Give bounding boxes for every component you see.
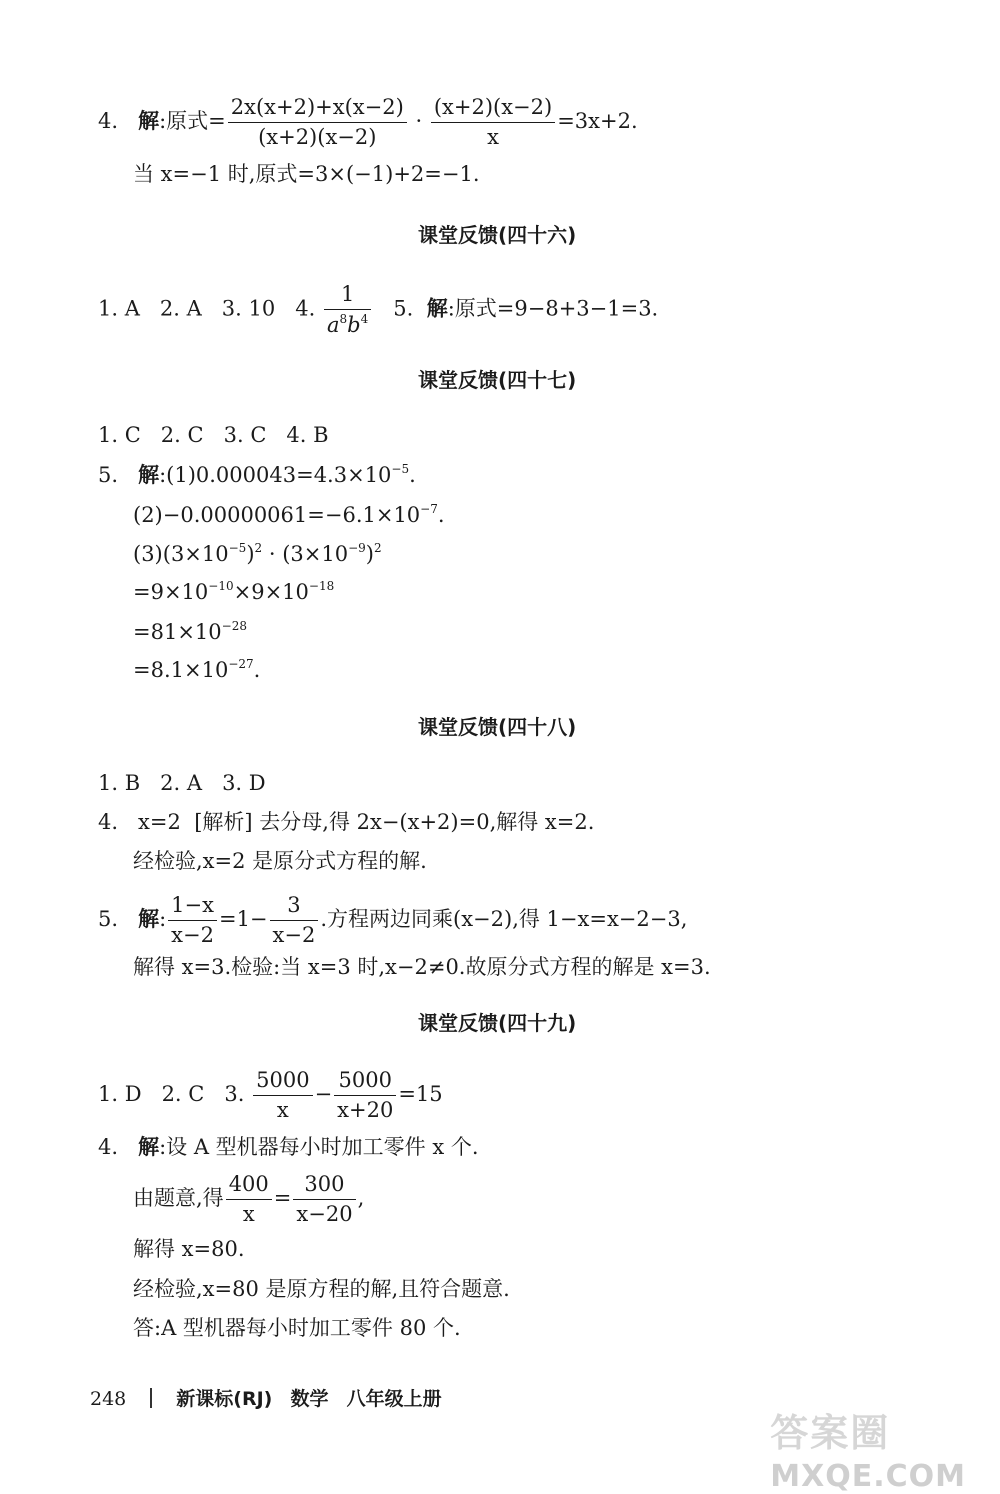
fraction	[168, 893, 217, 948]
q-number: 4.	[98, 109, 119, 134]
exponent: −10	[208, 579, 234, 593]
step-end: .	[253, 658, 261, 682]
sec49-q4-line2	[133, 1172, 364, 1227]
exponent: −18	[308, 579, 335, 593]
equals-sign: =	[273, 1186, 292, 1211]
sec48-q4-line2: 经检验,x=2 是原分式方程的解.	[133, 849, 427, 873]
answers-1-3: 1. D 2. C 3.	[98, 1082, 245, 1107]
numerator: 1−x	[168, 893, 217, 921]
minus-sign: −	[314, 1082, 333, 1107]
exponent: 8	[339, 312, 348, 327]
numerator: 1	[324, 282, 371, 310]
sec49-q4-line3: 解得 x=80.	[133, 1237, 245, 1261]
numerator: 300	[293, 1172, 355, 1200]
step-text: (2)−0.00000061=−6.1×10	[133, 503, 421, 527]
numerator: 2x(x+2)+x(x−2)	[228, 95, 407, 123]
sec49-q4-line4: 经检验,x=80 是原方程的解,且符合题意.	[133, 1277, 510, 1301]
var-a: a	[327, 313, 340, 338]
sec48-q4: 4. x=2 [解析] 去分母,得 2x−(x+2)=0,解得 x=2.	[98, 810, 595, 834]
watermark	[770, 1402, 966, 1494]
denominator: x−2	[272, 923, 316, 948]
q-number: 5.	[393, 296, 414, 321]
sec47-q5-line3	[133, 542, 382, 565]
step-text: =81×10	[133, 620, 222, 644]
exponent: −28	[221, 619, 247, 633]
answers-1-4: 1. A 2. A 3. 10 4.	[98, 296, 316, 321]
q-number: 4.	[98, 1135, 119, 1159]
step-text: · (3×10	[262, 542, 349, 566]
fraction	[324, 282, 371, 338]
sec47-line1: 1. C 2. C 3. C 4. B	[98, 423, 329, 447]
sec46-line1	[98, 282, 658, 338]
section-title-47: 课堂反馈(四十七)	[418, 368, 577, 392]
fraction	[270, 893, 319, 948]
exponent: −5	[391, 462, 410, 476]
subject-name: 数学	[290, 1388, 329, 1410]
watermark-logo: 答案圈	[770, 1411, 891, 1455]
sec49-line1	[98, 1068, 443, 1123]
step-text: ×9×10	[233, 580, 309, 604]
section-title-46: 课堂反馈(四十六)	[418, 223, 577, 247]
fraction	[293, 1172, 355, 1227]
sec47-q5-line5	[133, 620, 247, 643]
exponent: −7	[420, 502, 438, 516]
numerator: 3	[270, 893, 319, 921]
step-end: .	[409, 463, 416, 487]
denominator: x−2	[171, 923, 214, 948]
numerator: (x+2)(x−2)	[431, 95, 555, 123]
exponent: 2	[254, 541, 263, 555]
exponent: 4	[360, 312, 369, 327]
footer-divider	[150, 1388, 152, 1408]
exponent: −27	[228, 657, 254, 671]
fraction	[228, 95, 407, 150]
step-text: =8.1×10	[133, 658, 229, 682]
numerator: 5000	[253, 1068, 312, 1096]
q5-answer: :原式=9−8+3−1=3.	[447, 296, 659, 321]
sec47-q5-line6	[133, 658, 260, 681]
page-number: 248	[90, 1388, 127, 1410]
exponent: 2	[373, 541, 382, 555]
exponent: −5	[228, 541, 247, 555]
denominator: x+20	[337, 1098, 394, 1123]
jie-label: 解	[138, 109, 160, 134]
section-title-48: 课堂反馈(四十八)	[418, 715, 577, 739]
step-text: =9×10	[133, 580, 209, 604]
colon: :	[159, 907, 167, 932]
exponent: −9	[348, 541, 366, 555]
fraction	[431, 95, 555, 150]
q-number: 5.	[98, 907, 119, 932]
denominator: x−20	[296, 1202, 353, 1227]
expr-prefix: :原式=	[159, 109, 226, 134]
jie-label: 解	[138, 463, 160, 487]
q4-rest: :设 A 型机器每小时加工零件 x 个.	[159, 1135, 479, 1159]
sec48-q5-line1	[98, 893, 687, 948]
q4-top-line2: 当 x=−1 时,原式=3×(−1)+2=−1.	[133, 162, 480, 186]
q5-rest: .方程两边同乘(x−2),得 1−x=x−2−3,	[320, 907, 688, 932]
sec47-q5-line2	[133, 503, 445, 526]
step-text: )	[365, 542, 374, 566]
expr-mid: =1−	[218, 907, 268, 932]
denominator: x	[487, 125, 499, 150]
step-text: :(1)0.000043=4.3×10	[159, 463, 392, 487]
sec48-line1: 1. B 2. A 3. D	[98, 771, 266, 795]
expr-result: =3x+2.	[557, 109, 638, 134]
dot-operator: ·	[415, 109, 423, 134]
watermark-url: MXQE.COM	[770, 1459, 966, 1494]
expr-end: =15	[398, 1082, 443, 1107]
denominator: x	[242, 1202, 255, 1227]
q4-top-line1	[98, 95, 638, 150]
denominator	[324, 310, 371, 338]
jie-label: 解	[138, 907, 160, 932]
denominator: x	[276, 1098, 289, 1123]
sec48-q5-line2: 解得 x=3.检验:当 x=3 时,x−2≠0.故原分式方程的解是 x=3.	[133, 955, 711, 979]
grade-name: 八年级上册	[346, 1388, 442, 1410]
var-b: b	[347, 313, 361, 338]
jie-label: 解	[138, 1135, 160, 1159]
series-name: 新课标(RJ)	[176, 1388, 273, 1410]
step-text: )	[246, 542, 255, 566]
fraction	[226, 1172, 272, 1227]
sec49-q4-line1	[98, 1137, 479, 1158]
sec49-q4-line5: 答:A 型机器每小时加工零件 80 个.	[133, 1316, 461, 1340]
denominator: (x+2)(x−2)	[258, 125, 377, 150]
numerator: 5000	[334, 1068, 396, 1096]
section-title-49: 课堂反馈(四十九)	[418, 1011, 577, 1035]
numerator: 400	[226, 1172, 272, 1200]
step-end: ,	[357, 1186, 365, 1211]
q-number: 5.	[98, 463, 119, 487]
step-text: (3)(3×10	[133, 542, 229, 566]
step-end: .	[437, 503, 445, 527]
fraction	[334, 1068, 396, 1123]
jie-label: 解	[426, 296, 448, 321]
fraction	[253, 1068, 312, 1123]
step-text: 由题意,得	[133, 1186, 224, 1211]
sec47-q5-line1	[98, 463, 416, 486]
page-footer	[90, 1384, 442, 1411]
sec47-q5-line4	[133, 580, 334, 603]
